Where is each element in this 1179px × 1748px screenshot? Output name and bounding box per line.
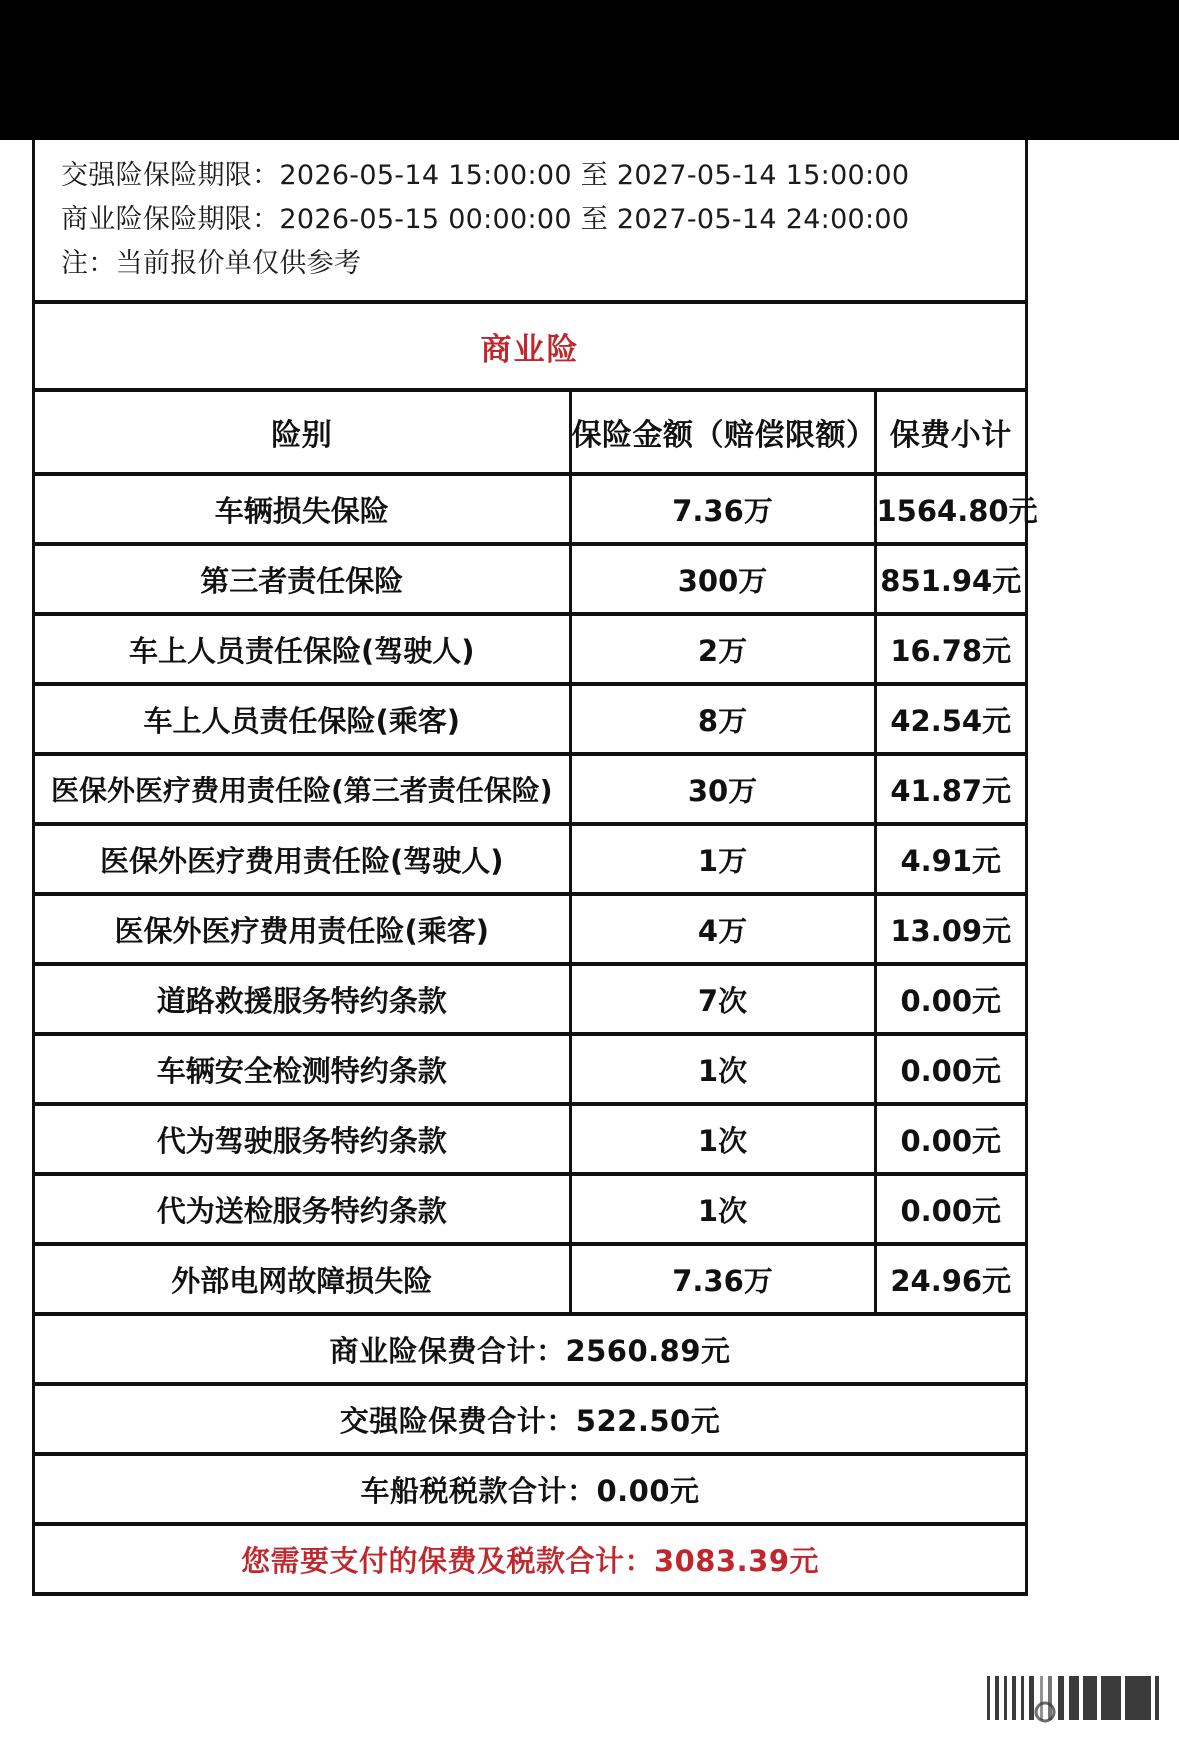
commercial-insurance-section-header (35, 304, 1025, 392)
table-row (35, 1174, 1025, 1244)
cell-premium-subtotal: 851.94元 (875, 544, 1025, 614)
cell-coverage-type: 车辆安全检测特约条款 (35, 1034, 570, 1104)
cell-coverage-type: 道路救援服务特约条款 (35, 964, 570, 1034)
cell-coverage-type: 医保外医疗费用责任险(驾驶人) (35, 824, 570, 894)
watermark-barcode-icon (983, 1672, 1173, 1726)
cell-coverage-type: 代为送检服务特约条款 (35, 1174, 570, 1244)
cell-insured-amount: 4万 (570, 894, 875, 964)
summary-label: 商业险保费合计：2560.89元 (35, 1314, 1025, 1384)
cell-coverage-type: 医保外医疗费用责任险(乘客) (35, 894, 570, 964)
table-row (35, 684, 1025, 754)
table-header-row (35, 392, 1025, 474)
cell-coverage-type: 外部电网故障损失险 (35, 1244, 570, 1314)
cell-coverage-type: 车上人员责任保险(乘客) (35, 684, 570, 754)
coverage-table-body (35, 474, 1038, 1594)
compulsory-insurance-period: 交强险保险期限：2026-05-14 15:00:00 至 2027-05-14 15:00:00 (61, 160, 910, 191)
cell-premium-subtotal: 4.91元 (875, 824, 1025, 894)
column-header-coverage-type: 险别 (35, 392, 570, 474)
cell-coverage-type: 代为驾驶服务特约条款 (35, 1104, 570, 1174)
insurance-quote-document (0, 140, 1179, 1748)
cell-premium-subtotal: 0.00元 (875, 1174, 1025, 1244)
cell-insured-amount: 300万 (570, 544, 875, 614)
cell-insured-amount: 1次 (570, 1174, 875, 1244)
cell-premium-subtotal: 0.00元 (875, 964, 1025, 1034)
letterbox-top (0, 0, 1179, 140)
summary-label: 交强险保费合计：522.50元 (35, 1384, 1025, 1454)
summary-row-grand-total (35, 1524, 1025, 1594)
quote-sheet (32, 140, 1038, 1596)
table-row (35, 544, 1025, 614)
summary-row (35, 1384, 1025, 1454)
coverage-table (35, 392, 1038, 1596)
column-header-premium-subtotal: 保费小计 (875, 392, 1025, 474)
cell-premium-subtotal: 24.96元 (875, 1244, 1025, 1314)
cell-insured-amount: 30万 (570, 754, 875, 824)
table-row (35, 614, 1025, 684)
cell-coverage-type: 第三者责任保险 (35, 544, 570, 614)
cell-coverage-type: 医保外医疗费用责任险(第三者责任保险) (35, 754, 570, 824)
cell-premium-subtotal: 0.00元 (875, 1034, 1025, 1104)
cell-insured-amount: 1次 (570, 1104, 875, 1174)
policy-period-info (35, 140, 1025, 304)
table-row (35, 894, 1025, 964)
section-title-text: 商业险 (480, 331, 580, 368)
cell-premium-subtotal: 13.09元 (875, 894, 1025, 964)
quote-note: 注：当前报价单仅供参考 (61, 248, 362, 279)
table-row (35, 1244, 1025, 1314)
cell-insured-amount: 8万 (570, 684, 875, 754)
column-header-insured-amount: 保险金额（赔偿限额） (570, 392, 875, 474)
table-row (35, 964, 1025, 1034)
summary-row (35, 1454, 1025, 1524)
cell-coverage-type: 车辆损失保险 (35, 474, 570, 544)
cell-insured-amount: 7.36万 (570, 474, 875, 544)
cell-insured-amount: 1次 (570, 1034, 875, 1104)
table-row (35, 754, 1025, 824)
table-row (35, 824, 1025, 894)
cell-coverage-type: 车上人员责任保险(驾驶人) (35, 614, 570, 684)
table-row (35, 474, 1025, 544)
table-row (35, 1104, 1025, 1174)
coverage-table-head (35, 392, 1025, 474)
cell-premium-subtotal: 1564.80元 (875, 474, 1025, 544)
cell-insured-amount: 7.36万 (570, 1244, 875, 1314)
commercial-insurance-period: 商业险保险期限：2026-05-15 00:00:00 至 2027-05-14 24:00:00 (61, 204, 910, 235)
summary-label: 您需要支付的保费及税款合计：3083.39元 (35, 1524, 1025, 1594)
summary-label: 车船税税款合计：0.00元 (35, 1454, 1025, 1524)
table-row (35, 1034, 1025, 1104)
cell-premium-subtotal: 0.00元 (875, 1104, 1025, 1174)
cell-insured-amount: 2万 (570, 614, 875, 684)
cell-insured-amount: 7次 (570, 964, 875, 1034)
cell-insured-amount: 1万 (570, 824, 875, 894)
cell-premium-subtotal: 41.87元 (875, 754, 1025, 824)
cell-premium-subtotal: 16.78元 (875, 614, 1025, 684)
summary-row (35, 1314, 1025, 1384)
cell-premium-subtotal: 42.54元 (875, 684, 1025, 754)
